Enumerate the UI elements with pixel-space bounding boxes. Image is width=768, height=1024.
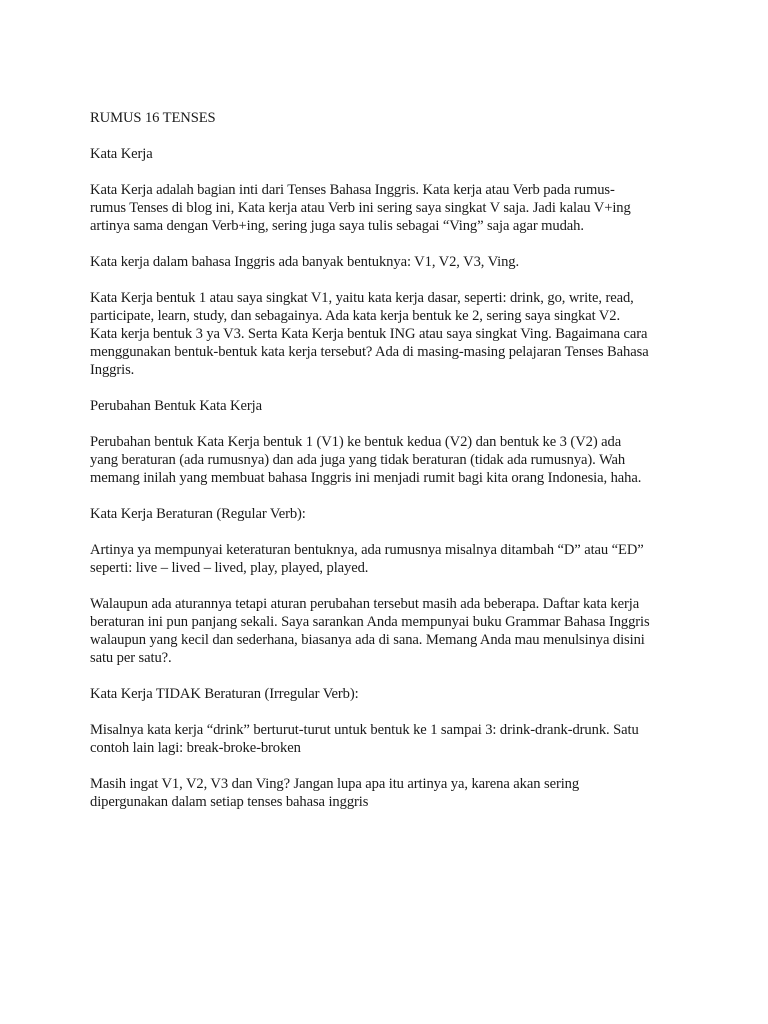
heading-perubahan-bentuk: Perubahan Bentuk Kata Kerja <box>90 398 262 414</box>
heading-kata-kerja: Kata Kerja <box>90 146 153 162</box>
document-page <box>90 109 690 829</box>
paragraph-perubahan: Perubahan bentuk Kata Kerja bentuk 1 (V1) ke bentuk kedua (V2) dan bentuk ke 3 (V2) ada yang beraturan (ada rumusnya) dan ada juga yang tidak beraturan (tidak ada rumusnya). Wah memang inilah yang membuat bahasa Inggris ini menjadi rumit bagi kita orang Indonesia, haha. <box>90 434 642 486</box>
paragraph-verb-forms: Kata kerja dalam bahasa Inggris ada banyak bentuknya: V1, V2, V3, Ving. <box>90 254 520 270</box>
paragraph-definition: Kata Kerja adalah bagian inti dari Tenses Bahasa Inggris. Kata kerja atau Verb pada rumus- rumus Tenses di blog ini, Kata kerja atau Verb ini sering saya singkat V saja. Jadi kalau V+ing artinya sama dengan Verb+ing, sering juga saya tulis sebagai “Ving” saja agar mudah. <box>90 182 631 234</box>
paragraph-regular-list: Walaupun ada aturannya tetapi aturan perubahan tersebut masih ada beberapa. Daftar kata kerja beraturan ini pun panjang sekali. Saya sarankan Anda mempunyai buku Grammar Bahasa Inggris walaupun yang kecil dan sederhana, biasanya ada di sana. Memang Anda mau menulsinya disini satu per satu?. <box>90 596 650 666</box>
paragraph-verb-form-details: Kata Kerja bentuk 1 atau saya singkat V1, yaitu kata kerja dasar, seperti: drink, go, write, read, participate, learn, study, dan sebagainya. Ada kata kerja bentuk ke 2, sering saya singkat V2. Kata kerja bentuk 3 ya V3. Serta Kata Kerja bentuk ING atau saya singkat Ving. Bagaimana cara menggunakan bentuk-bentuk kata kerja tersebut? Ada di masing-masing pelajaran Tenses Bahasa Inggris. <box>90 290 649 378</box>
heading-regular-verb: Kata Kerja Beraturan (Regular Verb): <box>90 506 306 522</box>
paragraph-regular-verb: Artinya ya mempunyai keteraturan bentuknya, ada rumusnya misalnya ditambah “D” atau “ED” seperti: live – lived – lived, play, played, played. <box>90 542 644 576</box>
paragraph-closing: Masih ingat V1, V2, V3 dan Ving? Jangan lupa apa itu artinya ya, karena akan sering dipergunakan dalam setiap tenses bahasa inggris <box>90 776 580 810</box>
document-title: RUMUS 16 TENSES <box>90 110 216 126</box>
paragraph-irregular-verb: Misalnya kata kerja “drink” berturut-turut untuk bentuk ke 1 sampai 3: drink-drank-drunk. Satu contoh lain lagi: break-broke-broken <box>90 722 639 756</box>
heading-irregular-verb: Kata Kerja TIDAK Beraturan (Irregular Verb): <box>90 686 359 702</box>
